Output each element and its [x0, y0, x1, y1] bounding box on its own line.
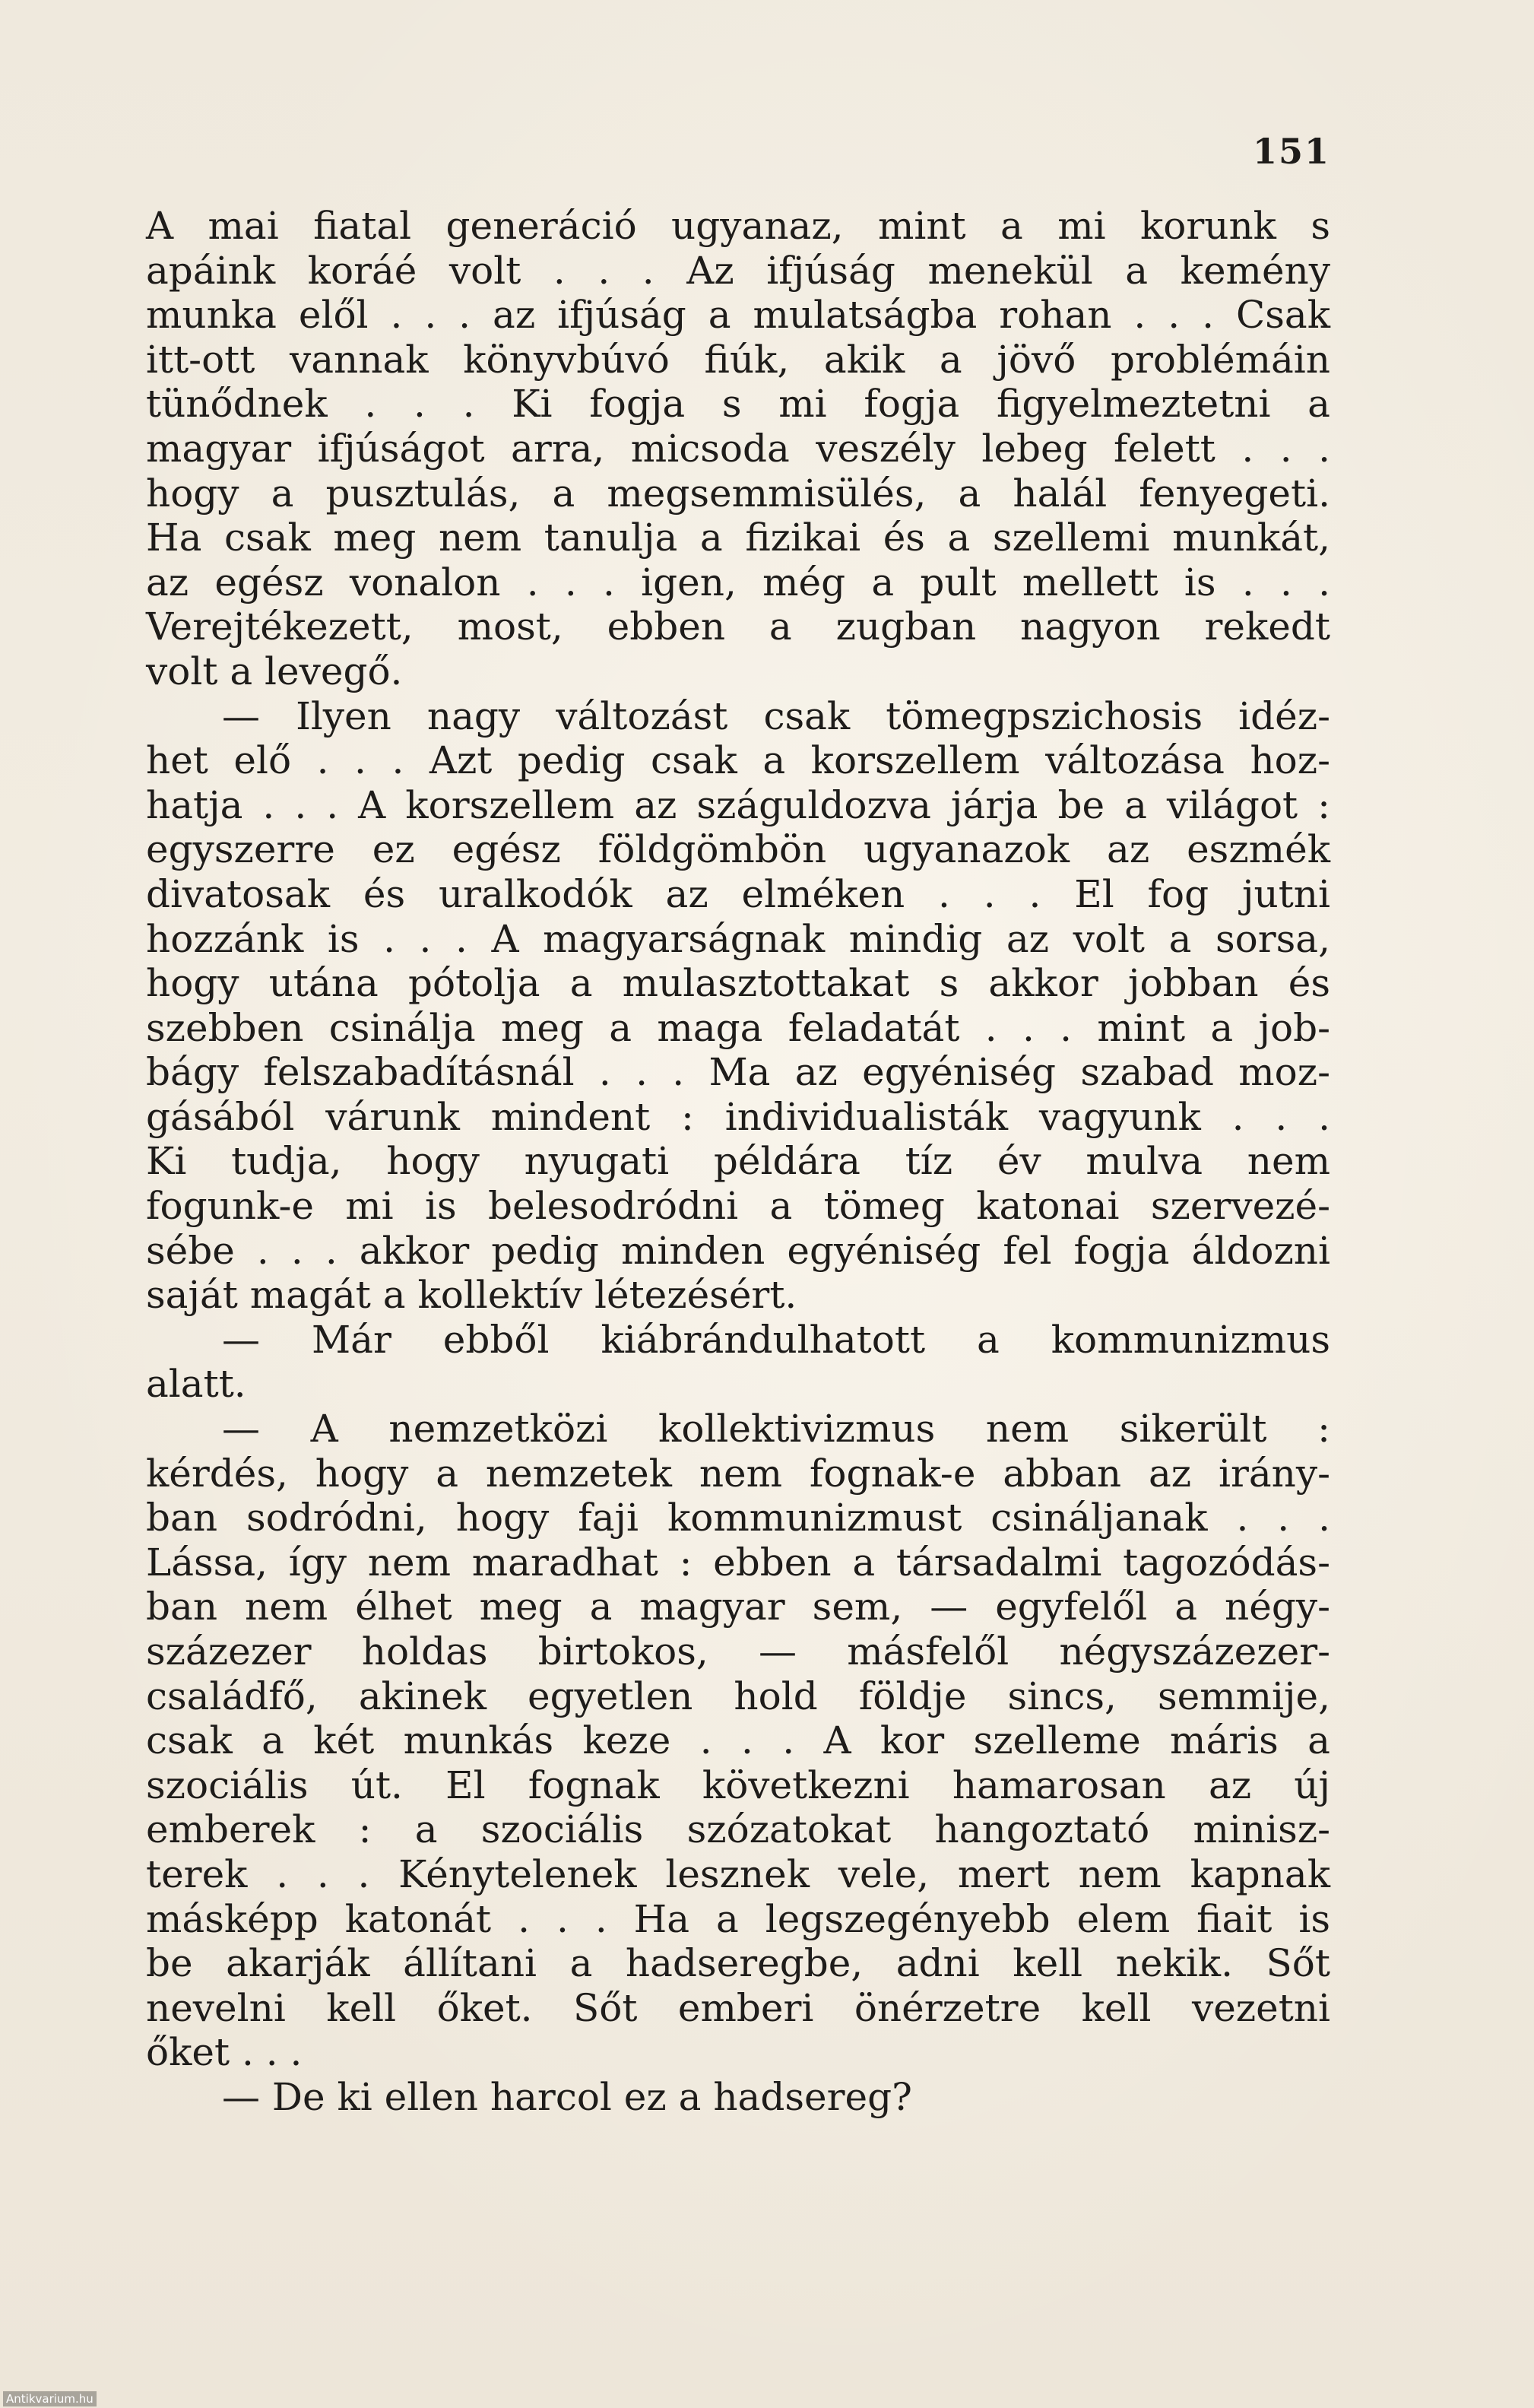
- text-line: ban nem élhet meg a magyar sem, — egyfelől a négy-: [146, 1585, 1330, 1629]
- text-line: őket . . .: [146, 2030, 303, 2075]
- text-line: het elő . . . Azt pedig csak a korszellem változása hoz-: [146, 738, 1330, 783]
- text-line: A mai fiatal generáció ugyanaz, mint a mi korunk s: [146, 204, 1330, 248]
- text-line: itt-ott vannak könyvbúvó fiúk, akik a jövő problémáin: [146, 337, 1330, 382]
- text-line: — Ilyen nagy változást csak tömegpszichosis idéz-: [222, 693, 1330, 738]
- text-line: bágy felszabadításnál . . . Ma az egyéniség szabad moz-: [146, 1050, 1330, 1095]
- text-line: apáink koráé volt . . . Az ifjúság menekül a kemény: [146, 248, 1330, 293]
- text-line: sébe . . . akkor pedig minden egyéniség fel fogja áldozni: [146, 1228, 1330, 1273]
- text-line: százezer holdas birtokos, — másfelől négyszázezer-: [146, 1629, 1330, 1674]
- text-line: csak a két munkás keze . . . A kor szelleme máris a: [146, 1718, 1330, 1763]
- text-line: munka elől . . . az ifjúság a mulatságba rohan . . . Csak: [146, 293, 1330, 338]
- text-line: az egész vonalon . . . igen, még a pult mellett is . . .: [146, 560, 1330, 604]
- text-line: saját magát a kollektív létezésért.: [146, 1273, 797, 1318]
- text-line: Ki tudja, hogy nyugati példára tíz év mulva nem: [146, 1139, 1330, 1184]
- text-line: hatja . . . A korszellem az száguldozva járja be a világot :: [146, 782, 1330, 827]
- text-line: volt a levegő.: [146, 649, 403, 693]
- text-line: szebben csinálja meg a maga feladatát . . . mint a job-: [146, 1005, 1330, 1050]
- text-line: tünődnek . . . Ki fogja s mi fogja figyelmeztetni a: [146, 382, 1330, 427]
- text-line: kérdés, hogy a nemzetek nem fognak-e abban az irány-: [146, 1451, 1330, 1496]
- text-line: Verejtékezett, most, ebben a zugban nagyon rekedt: [146, 604, 1330, 649]
- text-line: Ha csak meg nem tanulja a fizikai és a szellemi munkát,: [146, 516, 1330, 560]
- text-line: magyar ifjúságot arra, micsoda veszély lebeg felett . . .: [146, 426, 1330, 471]
- text-line: gásából várunk mindent : individualisták vagyunk . . .: [146, 1094, 1330, 1139]
- text-line: Lássa, így nem maradhat : ebben a társadalmi tagozódás-: [146, 1540, 1330, 1585]
- text-line: szociális út. El fognak következni hamarosan az új: [146, 1762, 1330, 1807]
- text-line: divatosak és uralkodók az elméken . . . El fog jutni: [146, 871, 1330, 916]
- text-line: — A nemzetközi kollektivizmus nem sikerült :: [222, 1407, 1330, 1451]
- page-number: 151: [1252, 131, 1330, 172]
- text-line: egyszerre ez egész földgömbön ugyanazok az eszmék: [146, 827, 1330, 872]
- text-line: alatt.: [146, 1362, 246, 1407]
- text-line: ban sodródni, hogy faji kommunizmust csináljanak . . .: [146, 1496, 1330, 1540]
- text-line: hogy utána pótolja a mulasztottakat s akkor jobban és: [146, 961, 1330, 1006]
- text-line: terek . . . Kénytelenek lesznek vele, mert nem kapnak: [146, 1851, 1330, 1896]
- text-line: be akarják állítani a hadseregbe, adni kell nekik. Sőt: [146, 1941, 1330, 1986]
- body-text: [146, 204, 1330, 2120]
- text-line: családfő, akinek egyetlen hold földje sincs, semmije,: [146, 1674, 1330, 1718]
- source-watermark: Antikvarium.hu: [3, 2391, 97, 2406]
- text-line: fogunk-e mi is belesodródni a tömeg katonai szervezé-: [146, 1184, 1330, 1229]
- text-line: emberek : a szociális szózatokat hangoztató minisz-: [146, 1807, 1330, 1852]
- text-line: nevelni kell őket. Sőt emberi önérzetre kell vezetni: [146, 1985, 1330, 2030]
- text-line: másképp katonát . . . Ha a legszegényebb elem fiait is: [146, 1896, 1330, 1941]
- text-line: hogy a pusztulás, a megsemmisülés, a halál fenyegeti.: [146, 471, 1330, 516]
- text-line: hozzánk is . . . A magyarságnak mindig az volt a sorsa,: [146, 916, 1330, 961]
- text-line: — De ki ellen harcol ez a hadsereg?: [222, 2074, 912, 2119]
- text-line: — Már ebből kiábrándulhatott a kommunizmus: [222, 1317, 1330, 1362]
